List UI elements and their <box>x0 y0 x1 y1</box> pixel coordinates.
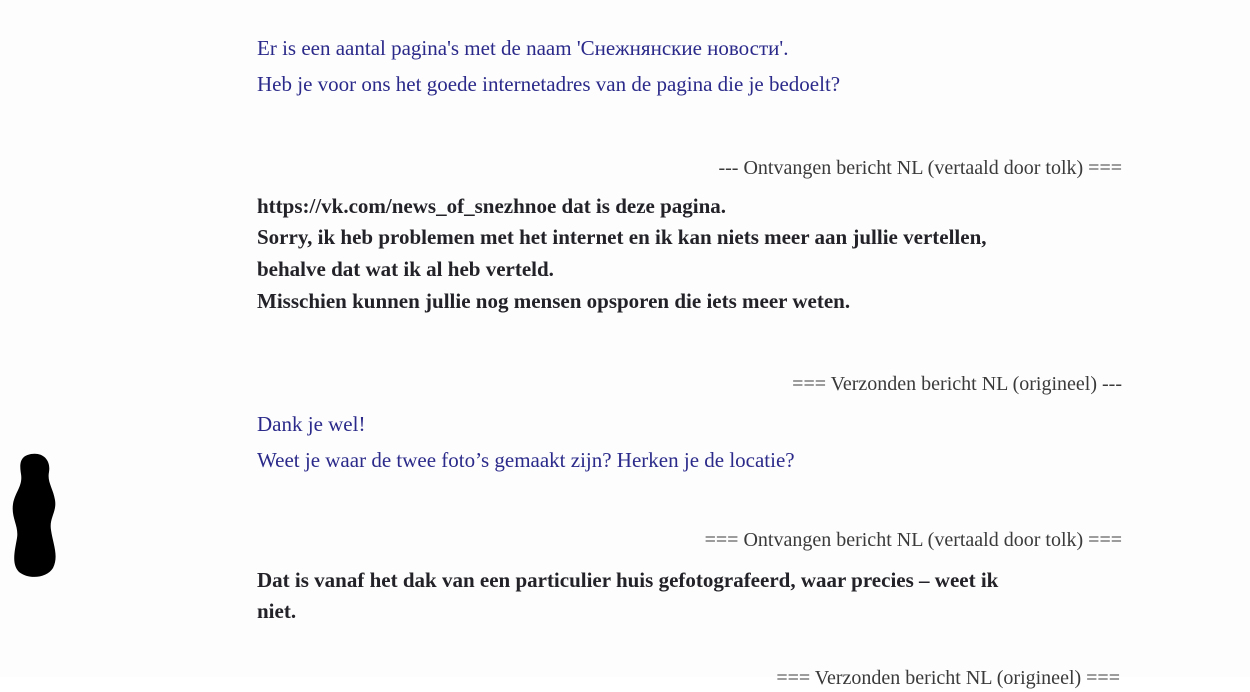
received-message-line: Dat is vanaf het dak van een particulier huis gefotografeerd, waar precies – weet ik <box>257 568 999 592</box>
sent-message-header: === Verzonden bericht NL (origineel) --- <box>792 373 1122 395</box>
sent-message-line: Weet je waar de twee foto’s gemaakt zijn? Herken je de locatie? <box>257 448 795 472</box>
sent-message-header-cut-off <box>700 664 1120 689</box>
received-message-line: behalve dat wat ik al heb verteld. <box>257 257 554 281</box>
redaction-mark <box>9 452 59 578</box>
received-message-line: https://vk.com/news_of_snezhnoe dat is deze pagina. <box>257 194 727 218</box>
received-message-line: Sorry, ik heb problemen met het internet en ik kan niets meer aan jullie vertellen, <box>257 225 987 249</box>
received-message-line: niet. <box>257 599 297 623</box>
sent-message-line: Er is een aantal pagina's met de naam 'Снежнянские новости'. <box>257 36 789 60</box>
received-message-header: === Ontvangen bericht NL (vertaald door tolk) === <box>704 529 1122 551</box>
sent-message-header-text: === Verzonden bericht NL (origineel) === <box>776 667 1120 689</box>
sent-message-line: Heb je voor ons het goede internetadres van de pagina die je bedoelt? <box>257 72 841 96</box>
sent-message-line: Dank je wel! <box>257 412 366 436</box>
received-message-line: Misschien kunnen jullie nog mensen opsporen die iets meer weten. <box>257 289 851 313</box>
received-message-header: --- Ontvangen bericht NL (vertaald door tolk) === <box>718 157 1122 179</box>
